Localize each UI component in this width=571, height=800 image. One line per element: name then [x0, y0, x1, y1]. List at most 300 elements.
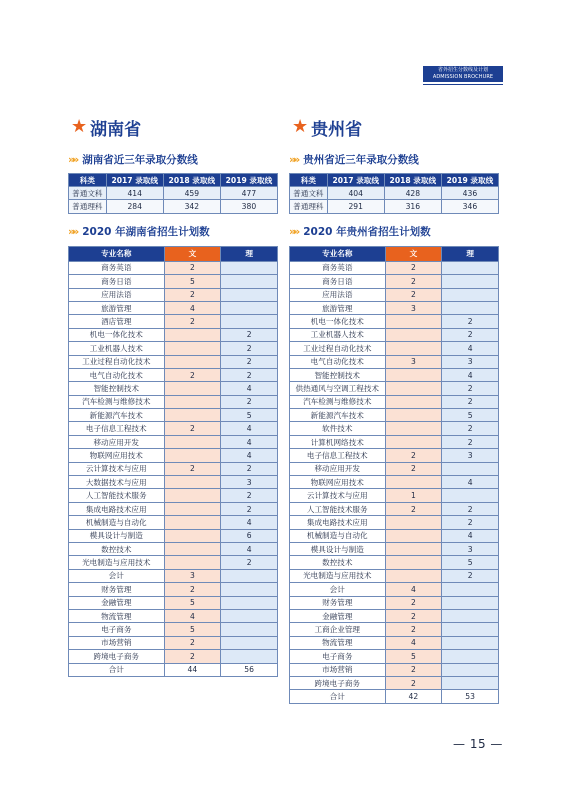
plan-header-row [290, 246, 499, 261]
plan-row [69, 596, 278, 609]
science-count-cell: 3 [442, 355, 499, 368]
plan-row [69, 556, 278, 569]
major-name-cell: 工业过程自动化技术 [290, 342, 386, 355]
score-row [290, 200, 499, 213]
science-count-cell: 2 [442, 395, 499, 408]
liberal-arts-count-cell [385, 342, 442, 355]
major-name-cell: 物联网应用技术 [290, 476, 386, 489]
liberal-arts-count-cell [385, 315, 442, 328]
score-cell: 284 [106, 200, 163, 213]
liberal-arts-count-cell: 2 [164, 261, 221, 274]
plan-row [290, 395, 499, 408]
science-count-cell [221, 636, 278, 649]
plan-row [290, 542, 499, 555]
liberal-arts-count-cell [164, 502, 221, 515]
liberal-arts-count-cell: 2 [385, 288, 442, 301]
major-name-cell: 跨境电子商务 [290, 676, 386, 689]
liberal-arts-count-cell: 2 [164, 636, 221, 649]
score-cell: 380 [220, 200, 277, 213]
science-count-cell: 5 [442, 409, 499, 422]
science-count-cell [221, 583, 278, 596]
plan-row [69, 489, 278, 502]
liberal-arts-count-cell: 2 [164, 462, 221, 475]
plan-row [290, 449, 499, 462]
major-name-cell: 电子信息工程技术 [69, 422, 165, 435]
plan-section-heading [289, 224, 499, 240]
plan-total-row [69, 663, 278, 676]
science-count-cell: 2 [442, 502, 499, 515]
major-name-cell: 数控技术 [69, 542, 165, 555]
score-header-cell: 2019 录取线 [441, 174, 498, 187]
science-count-cell: 4 [442, 476, 499, 489]
science-count-cell: 5 [442, 556, 499, 569]
guizhou-column [289, 112, 499, 704]
liberal-arts-count-cell [164, 409, 221, 422]
plan-row [69, 342, 278, 355]
major-name-cell: 移动应用开发 [69, 435, 165, 448]
science-count-cell [442, 301, 499, 314]
liberal-arts-count-cell [385, 529, 442, 542]
major-name-cell: 集成电路技术应用 [69, 502, 165, 515]
plan-row [290, 435, 499, 448]
science-count-cell [442, 663, 499, 676]
plan-row [69, 609, 278, 622]
plan-row [69, 395, 278, 408]
science-count-cell: 4 [442, 368, 499, 381]
plan-row [290, 301, 499, 314]
hunan-column [68, 112, 278, 677]
major-name-cell: 软件技术 [290, 422, 386, 435]
major-name-cell: 云计算技术与应用 [69, 462, 165, 475]
plan-row [69, 275, 278, 288]
score-cell: 普通理科 [290, 200, 328, 213]
plan-header-cell: 理 [221, 246, 278, 261]
plan-row [290, 328, 499, 341]
major-name-cell: 大数据技术与应用 [69, 476, 165, 489]
science-count-cell: 4 [221, 516, 278, 529]
science-count-cell: 4 [442, 342, 499, 355]
page-number: — 15 — [453, 737, 503, 751]
major-name-cell: 旅游管理 [290, 301, 386, 314]
liberal-arts-count-cell: 2 [164, 650, 221, 663]
science-count-cell: 4 [221, 542, 278, 555]
major-name-cell: 工业机器人技术 [69, 342, 165, 355]
plan-row [69, 476, 278, 489]
liberal-arts-count-cell [164, 476, 221, 489]
plan-row [69, 462, 278, 475]
major-name-cell: 计算机网络技术 [290, 435, 386, 448]
plan-row [290, 650, 499, 663]
score-table [289, 173, 499, 214]
score-cell: 普通文科 [290, 187, 328, 200]
major-name-cell: 云计算技术与应用 [290, 489, 386, 502]
liberal-arts-count-cell [385, 569, 442, 582]
plan-row [69, 261, 278, 274]
score-header-cell: 2018 录取线 [163, 174, 220, 187]
score-cell: 459 [163, 187, 220, 200]
liberal-arts-count-cell [385, 409, 442, 422]
science-count-cell [442, 636, 499, 649]
score-header-cell: 2019 录取线 [220, 174, 277, 187]
total-cell: 合计 [69, 663, 165, 676]
science-count-cell [442, 596, 499, 609]
plan-row [290, 462, 499, 475]
plan-header-cell: 专业名称 [290, 246, 386, 261]
total-cell: 44 [164, 663, 221, 676]
major-name-cell: 集成电路技术应用 [290, 516, 386, 529]
plan-row [69, 569, 278, 582]
major-name-cell: 商务英语 [290, 261, 386, 274]
plan-row [290, 676, 499, 689]
score-cell: 404 [327, 187, 384, 200]
plan-row [290, 609, 499, 622]
total-cell: 56 [221, 663, 278, 676]
science-count-cell [442, 650, 499, 663]
plan-table [68, 246, 278, 677]
star-icon: ★ [292, 116, 309, 137]
liberal-arts-count-cell: 3 [164, 569, 221, 582]
science-count-cell [442, 275, 499, 288]
province-heading [71, 112, 278, 142]
liberal-arts-count-cell [385, 516, 442, 529]
header-line2: ADMISSION BROCHURE [432, 74, 494, 80]
science-count-cell [442, 462, 499, 475]
liberal-arts-count-cell [164, 395, 221, 408]
score-header-cell: 2018 录取线 [384, 174, 441, 187]
score-table [68, 173, 278, 214]
major-name-cell: 会计 [69, 569, 165, 582]
major-name-cell: 物流管理 [69, 609, 165, 622]
major-name-cell: 电气自动化技术 [69, 368, 165, 381]
liberal-arts-count-cell: 4 [385, 636, 442, 649]
science-count-cell: 2 [442, 315, 499, 328]
major-name-cell: 人工智能技术服务 [69, 489, 165, 502]
liberal-arts-count-cell [385, 422, 442, 435]
plan-row [69, 288, 278, 301]
major-name-cell: 金融管理 [69, 596, 165, 609]
major-name-cell: 机电一体化技术 [290, 315, 386, 328]
plan-row [290, 422, 499, 435]
liberal-arts-count-cell [385, 395, 442, 408]
major-name-cell: 工业过程自动化技术 [69, 355, 165, 368]
plan-header-cell: 文 [385, 246, 442, 261]
plan-row [290, 409, 499, 422]
science-count-cell: 2 [442, 382, 499, 395]
liberal-arts-count-cell: 2 [385, 261, 442, 274]
science-count-cell: 2 [221, 395, 278, 408]
plan-table [289, 246, 499, 704]
liberal-arts-count-cell: 2 [164, 288, 221, 301]
liberal-arts-count-cell [385, 476, 442, 489]
plan-row [69, 315, 278, 328]
plan-body [69, 261, 278, 676]
liberal-arts-count-cell [385, 368, 442, 381]
score-body [69, 187, 278, 214]
major-name-cell: 金融管理 [290, 609, 386, 622]
major-name-cell: 物联网应用技术 [69, 449, 165, 462]
major-name-cell: 新能源汽车技术 [290, 409, 386, 422]
major-name-cell: 商务日语 [69, 275, 165, 288]
plan-section-title: 2020 年湖南省招生计划数 [82, 226, 210, 239]
plan-header-row [69, 246, 278, 261]
science-count-cell: 4 [221, 422, 278, 435]
major-name-cell: 应用法语 [290, 288, 386, 301]
liberal-arts-count-cell [164, 382, 221, 395]
plan-row [290, 569, 499, 582]
liberal-arts-count-cell: 2 [385, 502, 442, 515]
science-count-cell: 2 [221, 556, 278, 569]
major-name-cell: 酒店管理 [69, 315, 165, 328]
major-name-cell: 机电一体化技术 [69, 328, 165, 341]
score-row [290, 187, 499, 200]
major-name-cell: 商务日语 [290, 275, 386, 288]
science-count-cell: 4 [221, 382, 278, 395]
major-name-cell: 工业机器人技术 [290, 328, 386, 341]
plan-row [69, 382, 278, 395]
liberal-arts-count-cell: 2 [385, 275, 442, 288]
science-count-cell: 2 [442, 569, 499, 582]
major-name-cell: 人工智能技术服务 [290, 502, 386, 515]
science-count-cell: 2 [221, 462, 278, 475]
score-row [69, 200, 278, 213]
liberal-arts-count-cell: 4 [164, 609, 221, 622]
science-count-cell [221, 288, 278, 301]
liberal-arts-count-cell: 2 [385, 609, 442, 622]
major-name-cell: 数控技术 [290, 556, 386, 569]
science-count-cell: 2 [221, 355, 278, 368]
major-name-cell: 物流管理 [290, 636, 386, 649]
score-cell: 477 [220, 187, 277, 200]
score-row [69, 187, 278, 200]
plan-row [290, 275, 499, 288]
major-name-cell: 旅游管理 [69, 301, 165, 314]
plan-row [290, 476, 499, 489]
liberal-arts-count-cell: 2 [385, 623, 442, 636]
header-rule [423, 84, 503, 85]
liberal-arts-count-cell [164, 328, 221, 341]
score-header-cell: 2017 录取线 [106, 174, 163, 187]
chevron-icon: »» [289, 225, 298, 239]
plan-row [290, 663, 499, 676]
plan-row [290, 355, 499, 368]
major-name-cell: 供热通风与空调工程技术 [290, 382, 386, 395]
liberal-arts-count-cell [164, 355, 221, 368]
major-name-cell: 财务管理 [290, 596, 386, 609]
liberal-arts-count-cell [164, 342, 221, 355]
major-name-cell: 模具设计与制造 [69, 529, 165, 542]
plan-row [69, 623, 278, 636]
plan-row [69, 355, 278, 368]
plan-header-cell: 理 [442, 246, 499, 261]
score-section-title: 贵州省近三年录取分数线 [303, 153, 419, 166]
liberal-arts-count-cell: 2 [385, 663, 442, 676]
plan-row [290, 636, 499, 649]
liberal-arts-count-cell: 5 [164, 596, 221, 609]
science-count-cell [221, 569, 278, 582]
plan-row [290, 342, 499, 355]
score-cell: 428 [384, 187, 441, 200]
plan-row [69, 328, 278, 341]
plan-row [290, 583, 499, 596]
score-header-cell: 科类 [69, 174, 107, 187]
score-body [290, 187, 499, 214]
chevron-icon: »» [68, 225, 77, 239]
province-heading [292, 112, 499, 142]
liberal-arts-count-cell: 2 [385, 596, 442, 609]
major-name-cell: 电子信息工程技术 [290, 449, 386, 462]
plan-row [290, 529, 499, 542]
major-name-cell: 财务管理 [69, 583, 165, 596]
science-count-cell [442, 583, 499, 596]
major-name-cell: 会计 [290, 583, 386, 596]
plan-row [290, 261, 499, 274]
major-name-cell: 移动应用开发 [290, 462, 386, 475]
score-header-row [290, 174, 499, 187]
liberal-arts-count-cell: 5 [164, 623, 221, 636]
major-name-cell: 智能控制技术 [290, 368, 386, 381]
science-count-cell: 2 [221, 368, 278, 381]
liberal-arts-count-cell [164, 529, 221, 542]
science-count-cell: 2 [442, 328, 499, 341]
liberal-arts-count-cell: 2 [164, 422, 221, 435]
liberal-arts-count-cell: 2 [164, 583, 221, 596]
plan-row [290, 516, 499, 529]
liberal-arts-count-cell: 4 [164, 301, 221, 314]
score-cell: 291 [327, 200, 384, 213]
plan-header-cell: 专业名称 [69, 246, 165, 261]
science-count-cell [442, 623, 499, 636]
major-name-cell: 模具设计与制造 [290, 542, 386, 555]
liberal-arts-count-cell: 3 [385, 301, 442, 314]
liberal-arts-count-cell [164, 489, 221, 502]
liberal-arts-count-cell [385, 328, 442, 341]
plan-row [69, 650, 278, 663]
score-cell: 346 [441, 200, 498, 213]
liberal-arts-count-cell [164, 435, 221, 448]
score-cell: 436 [441, 187, 498, 200]
plan-body [290, 261, 499, 703]
major-name-cell: 电子商务 [290, 650, 386, 663]
major-name-cell: 市场营销 [290, 663, 386, 676]
plan-row [290, 596, 499, 609]
science-count-cell: 2 [442, 435, 499, 448]
score-section-heading [68, 151, 278, 167]
header-line1: 省外招生分数线及计划 [437, 67, 488, 73]
science-count-cell [221, 315, 278, 328]
plan-row [290, 288, 499, 301]
plan-total-row [290, 690, 499, 703]
science-count-cell: 2 [442, 516, 499, 529]
science-count-cell: 4 [221, 449, 278, 462]
liberal-arts-count-cell: 5 [164, 275, 221, 288]
liberal-arts-count-cell: 1 [385, 489, 442, 502]
score-section-title: 湖南省近三年录取分数线 [82, 153, 198, 166]
science-count-cell: 2 [221, 489, 278, 502]
plan-row [69, 409, 278, 422]
major-name-cell: 市场营销 [69, 636, 165, 649]
chevron-icon: »» [68, 152, 77, 166]
plan-row [69, 422, 278, 435]
liberal-arts-count-cell [385, 435, 442, 448]
liberal-arts-count-cell [385, 382, 442, 395]
science-count-cell [442, 261, 499, 274]
science-count-cell [221, 275, 278, 288]
science-count-cell [442, 288, 499, 301]
science-count-cell [442, 609, 499, 622]
liberal-arts-count-cell: 3 [385, 355, 442, 368]
plan-row [290, 315, 499, 328]
liberal-arts-count-cell [164, 516, 221, 529]
science-count-cell: 4 [221, 435, 278, 448]
major-name-cell: 光电制造与应用技术 [69, 556, 165, 569]
science-count-cell: 2 [221, 502, 278, 515]
major-name-cell: 新能源汽车技术 [69, 409, 165, 422]
major-name-cell: 光电制造与应用技术 [290, 569, 386, 582]
plan-section-heading [68, 224, 278, 240]
plan-row [290, 502, 499, 515]
plan-row [290, 382, 499, 395]
plan-row [69, 542, 278, 555]
science-count-cell [221, 261, 278, 274]
science-count-cell [442, 489, 499, 502]
header-badge [423, 66, 503, 82]
province-name: 湖南省 [90, 119, 142, 140]
plan-row [69, 516, 278, 529]
liberal-arts-count-cell: 5 [385, 650, 442, 663]
liberal-arts-count-cell: 4 [385, 583, 442, 596]
plan-row [290, 556, 499, 569]
major-name-cell: 跨境电子商务 [69, 650, 165, 663]
score-cell: 普通理科 [69, 200, 107, 213]
major-name-cell: 汽车检测与维修技术 [69, 395, 165, 408]
plan-row [69, 636, 278, 649]
score-header-row [69, 174, 278, 187]
science-count-cell: 5 [221, 409, 278, 422]
total-cell: 42 [385, 690, 442, 703]
total-cell: 合计 [290, 690, 386, 703]
science-count-cell: 6 [221, 529, 278, 542]
science-count-cell: 3 [221, 476, 278, 489]
score-header-cell: 科类 [290, 174, 328, 187]
major-name-cell: 智能控制技术 [69, 382, 165, 395]
liberal-arts-count-cell [385, 556, 442, 569]
plan-row [69, 368, 278, 381]
liberal-arts-count-cell: 2 [164, 368, 221, 381]
plan-row [290, 623, 499, 636]
science-count-cell [221, 623, 278, 636]
score-cell: 316 [384, 200, 441, 213]
major-name-cell: 应用法语 [69, 288, 165, 301]
major-name-cell: 商务英语 [69, 261, 165, 274]
science-count-cell: 3 [442, 542, 499, 555]
province-name: 贵州省 [311, 119, 363, 140]
science-count-cell: 3 [442, 449, 499, 462]
science-count-cell: 2 [442, 422, 499, 435]
science-count-cell [221, 650, 278, 663]
score-cell: 342 [163, 200, 220, 213]
major-name-cell: 工商企业管理 [290, 623, 386, 636]
plan-row [69, 435, 278, 448]
liberal-arts-count-cell: 2 [385, 462, 442, 475]
plan-row [69, 502, 278, 515]
chevron-icon: »» [289, 152, 298, 166]
science-count-cell [442, 676, 499, 689]
science-count-cell: 2 [221, 342, 278, 355]
score-cell: 414 [106, 187, 163, 200]
liberal-arts-count-cell [164, 556, 221, 569]
liberal-arts-count-cell: 2 [385, 676, 442, 689]
plan-row [69, 449, 278, 462]
